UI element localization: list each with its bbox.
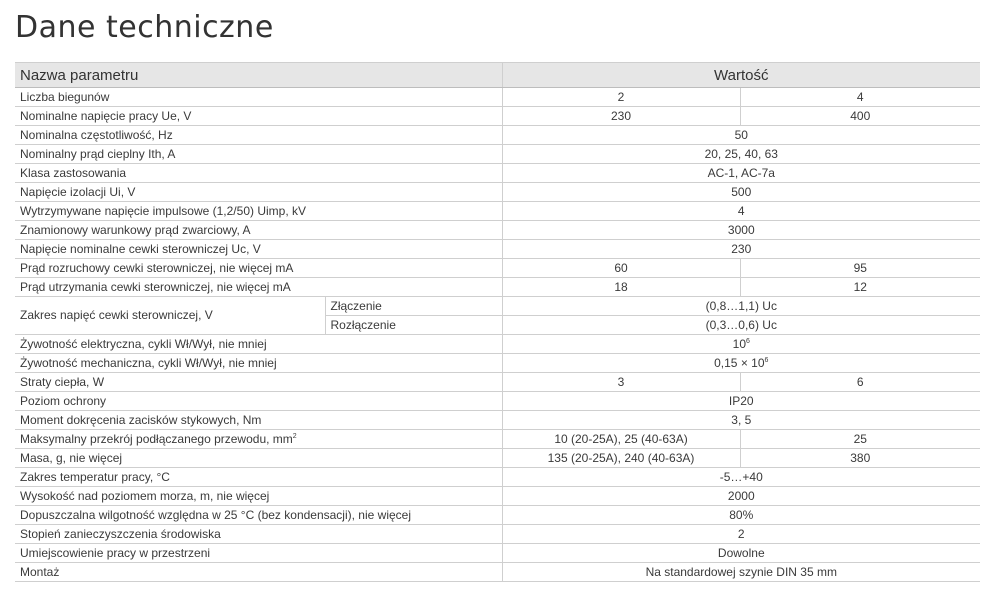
param-value: 12 <box>740 278 980 297</box>
param-name: Prąd utrzymania cewki sterowniczej, nie więcej mA <box>15 278 502 297</box>
param-value: 135 (20-25A), 240 (40-63A) <box>502 449 740 468</box>
param-name: Wytrzymywane napięcie impulsowe (1,2/50) Uimp, kV <box>15 202 502 221</box>
param-value: 230 <box>502 240 980 259</box>
param-name: Dopuszczalna wilgotność względna w 25 °C (bez kondensacji), nie więcej <box>15 506 502 525</box>
param-value: Dowolne <box>502 544 980 563</box>
param-name: Nominalna częstotliwość, Hz <box>15 126 502 145</box>
param-value: 2 <box>502 88 740 107</box>
param-value: 4 <box>740 88 980 107</box>
table-row <box>15 221 980 240</box>
param-name: Żywotność mechaniczna, cykli Wł/Wył, nie mniej <box>15 354 502 373</box>
param-value: 6 <box>740 373 980 392</box>
table-row <box>15 202 980 221</box>
param-name: Napięcie nominalne cewki sterowniczej Uc, V <box>15 240 502 259</box>
param-value: 50 <box>502 126 980 145</box>
param-value: 10 (20-25A), 25 (40-63A) <box>502 430 740 449</box>
param-name: Straty ciepła, W <box>15 373 502 392</box>
param-value: 2 <box>502 525 980 544</box>
table-row <box>15 335 980 354</box>
value-base: 0,15 × 10 <box>714 355 765 370</box>
sub-param-label: Złączenie <box>325 297 502 316</box>
param-name: Poziom ochrony <box>15 392 502 411</box>
param-value: Na standardowej szynie DIN 35 mm <box>502 563 980 582</box>
param-value: 80% <box>502 506 980 525</box>
table-row <box>15 354 980 373</box>
page-title: Dane techniczne <box>15 10 274 45</box>
param-value: 95 <box>740 259 980 278</box>
header-name: Nazwa parametru <box>15 63 502 88</box>
param-value: 20, 25, 40, 63 <box>502 145 980 164</box>
table-header-row <box>15 63 980 88</box>
param-name: Moment dokręcenia zacisków stykowych, Nm <box>15 411 502 430</box>
param-value: 400 <box>740 107 980 126</box>
value-base: 10 <box>732 336 746 351</box>
header-value: Wartość <box>502 63 980 88</box>
param-value: 3, 5 <box>502 411 980 430</box>
param-value: 500 <box>502 183 980 202</box>
table-row <box>15 392 980 411</box>
param-value <box>502 354 980 373</box>
table-row <box>15 411 980 430</box>
param-name: Prąd rozruchowy cewki sterowniczej, nie więcej mA <box>15 259 502 278</box>
sub-param-label: Rozłączenie <box>325 316 502 335</box>
param-value: 4 <box>502 202 980 221</box>
param-name-exponent: 2 <box>292 432 297 440</box>
param-value: 3000 <box>502 221 980 240</box>
param-value: (0,3…0,6) Uc <box>502 316 980 335</box>
param-name: Wysokość nad poziomem morza, m, nie więcej <box>15 487 502 506</box>
param-name: Masa, g, nie więcej <box>15 449 502 468</box>
param-name <box>15 430 502 449</box>
param-name: Klasa zastosowania <box>15 164 502 183</box>
value-exponent: 6 <box>764 356 769 364</box>
table-row <box>15 468 980 487</box>
param-name: Nominalne napięcie pracy Ue, V <box>15 107 502 126</box>
table-row <box>15 145 980 164</box>
param-value: 60 <box>502 259 740 278</box>
param-value: -5…+40 <box>502 468 980 487</box>
param-name: Zakres napięć cewki sterowniczej, V <box>15 297 325 335</box>
param-value: AC-1, AC-7a <box>502 164 980 183</box>
param-name: Znamionowy warunkowy prąd zwarciowy, A <box>15 221 502 240</box>
table-row <box>15 240 980 259</box>
table-row <box>15 506 980 525</box>
table-row <box>15 449 980 468</box>
table-row <box>15 430 980 449</box>
table-row <box>15 487 980 506</box>
specs-table <box>15 62 980 582</box>
param-value: 3 <box>502 373 740 392</box>
param-name: Montaż <box>15 563 502 582</box>
table-row <box>15 563 980 582</box>
param-name: Liczba biegunów <box>15 88 502 107</box>
param-value: 380 <box>740 449 980 468</box>
param-name: Zakres temperatur pracy, °C <box>15 468 502 487</box>
param-name: Napięcie izolacji Ui, V <box>15 183 502 202</box>
table-row <box>15 544 980 563</box>
table-row <box>15 297 980 316</box>
table-row <box>15 88 980 107</box>
param-value <box>502 335 980 354</box>
param-name: Nominalny prąd cieplny Ith, A <box>15 145 502 164</box>
table-row <box>15 107 980 126</box>
table-row <box>15 183 980 202</box>
param-value: IP20 <box>502 392 980 411</box>
param-name: Stopień zanieczyszczenia środowiska <box>15 525 502 544</box>
param-name: Umiejscowienie pracy w przestrzeni <box>15 544 502 563</box>
param-name-text: Maksymalny przekrój podłączanego przewodu, mm <box>20 431 293 446</box>
param-value: 18 <box>502 278 740 297</box>
param-value: 25 <box>740 430 980 449</box>
param-value: 230 <box>502 107 740 126</box>
table-row <box>15 525 980 544</box>
value-exponent: 6 <box>746 337 750 345</box>
param-value: 2000 <box>502 487 980 506</box>
param-name: Żywotność elektryczna, cykli Wł/Wył, nie mniej <box>15 335 502 354</box>
table-row <box>15 164 980 183</box>
param-value: (0,8…1,1) Uc <box>502 297 980 316</box>
table-row <box>15 126 980 145</box>
table-row <box>15 373 980 392</box>
table-row <box>15 278 980 297</box>
table-row <box>15 259 980 278</box>
